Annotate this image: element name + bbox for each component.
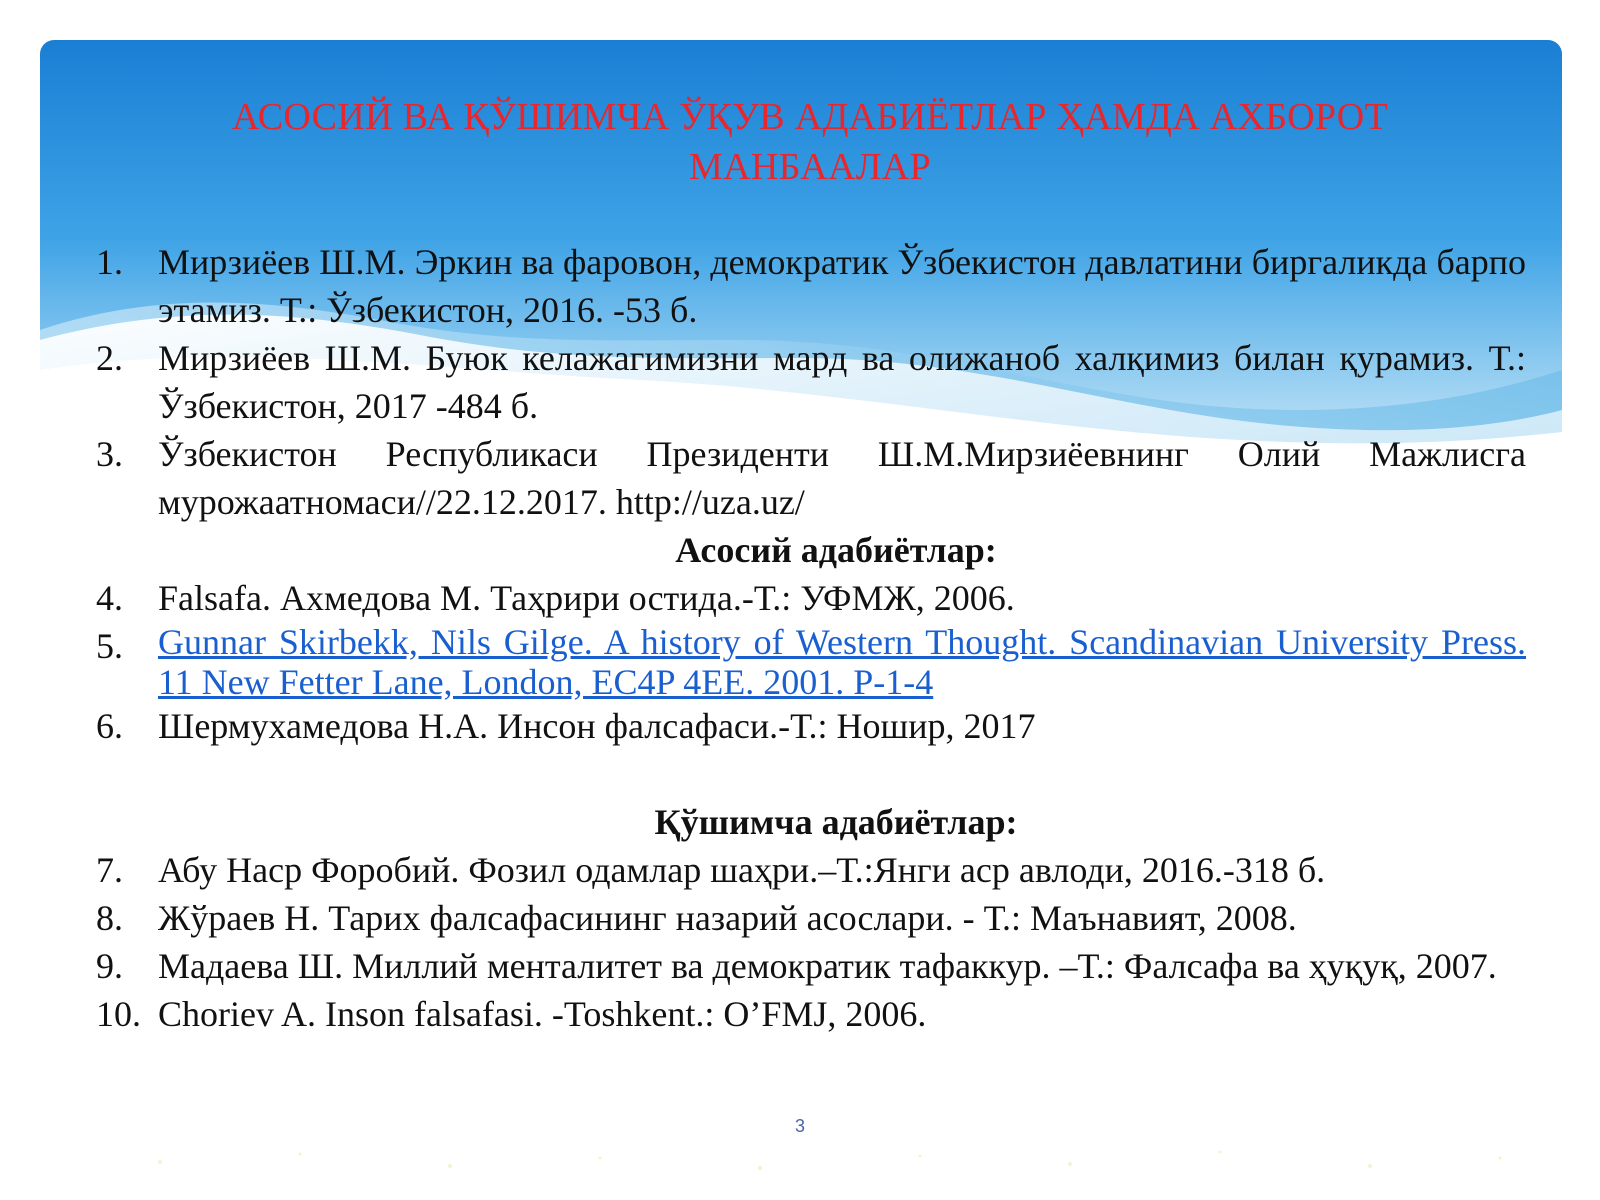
- item-text: Falsafa. Ахмедова М. Таҳрири остида.-Т.: УФМЖ, 2006.: [158, 578, 1015, 618]
- item-text: Мадаева Ш. Миллий менталитет ва демократик тафаккур. –Т.: Фалсафа ва ҳуқуқ, 2007.: [158, 946, 1497, 986]
- item-number: 8.: [96, 898, 123, 938]
- item-number: 3.: [96, 434, 123, 474]
- item-text: Абу Наср Форобий. Фозил одамлар шаҳри.–Т.:Янги аср авлоди, 2016.-318 б.: [158, 850, 1326, 890]
- list-item: [96, 846, 1526, 894]
- list-item: [96, 894, 1526, 942]
- list-item: [96, 430, 1526, 526]
- slide-title: АСОСИЙ ВА ҚЎШИМЧА ЎҚУВ АДАБИЁТЛАР ҲАМДА АХБОРОТ МАНБААЛАР: [231, 96, 1389, 188]
- item-text: Choriev A. Inson falsafasi. -Toshkent.: O’FMJ, 2006.: [158, 994, 927, 1034]
- item-number: 5.: [96, 626, 123, 666]
- item-text: Мирзиёев Ш.М. Эркин ва фаровон, демократик Ўзбекистон давлатини биргаликда барпо этамиз. Т.: Ўзбекистон, 2016. -53 б.: [158, 242, 1526, 330]
- list-item: [96, 622, 1526, 702]
- page-number: 3: [794, 1116, 805, 1136]
- item-number: 2.: [96, 338, 123, 378]
- list-item: [96, 334, 1526, 430]
- list-item: [96, 942, 1526, 990]
- item-number: 6.: [96, 706, 123, 746]
- item-text: Ўзбекистон Республикаси Президенти Ш.М.Мирзиёевнинг Олий Мажлисга мурожаатномаси//22.12.2017. http://uza.uz/: [158, 434, 1526, 522]
- item-number: 9.: [96, 946, 123, 986]
- spacer: [96, 750, 1526, 798]
- section-heading-main: Асосий адабиётлар:: [675, 530, 997, 570]
- list-item: [96, 574, 1526, 622]
- bibliography-list: [96, 238, 1526, 1038]
- item-text: Мирзиёев Ш.М. Буюк келажагимизни мард ва олижаноб халқимиз билан қурамиз. Т.: Ўзбекистон, 2017 -484 б.: [158, 338, 1526, 426]
- list-item: [96, 238, 1526, 334]
- item-number: 4.: [96, 578, 123, 618]
- item-text: Шермухамедова Н.А. Инсон фалсафаси.-Т.: Ношир, 2017: [158, 706, 1036, 746]
- sparkle-decoration: [40, 1140, 1562, 1180]
- list-item: [96, 990, 1526, 1038]
- reference-link[interactable]: Gunnar Skirbekk, Nils Gilge. A history of Western Thought. Scandinavian University Press. 11 New Fetter Lane, London, EC4P 4EE. 2001. P-1-4: [158, 622, 1526, 702]
- section-heading-additional: Қўшимча адабиётлар:: [654, 802, 1018, 842]
- item-number: 10.: [96, 994, 141, 1034]
- item-number: 7.: [96, 850, 123, 890]
- list-item: [96, 702, 1526, 750]
- item-number: 1.: [96, 242, 123, 282]
- item-text: Жўраев Н. Тарих фалсафасининг назарий асослари. - Т.: Маънавият, 2008.: [158, 898, 1297, 938]
